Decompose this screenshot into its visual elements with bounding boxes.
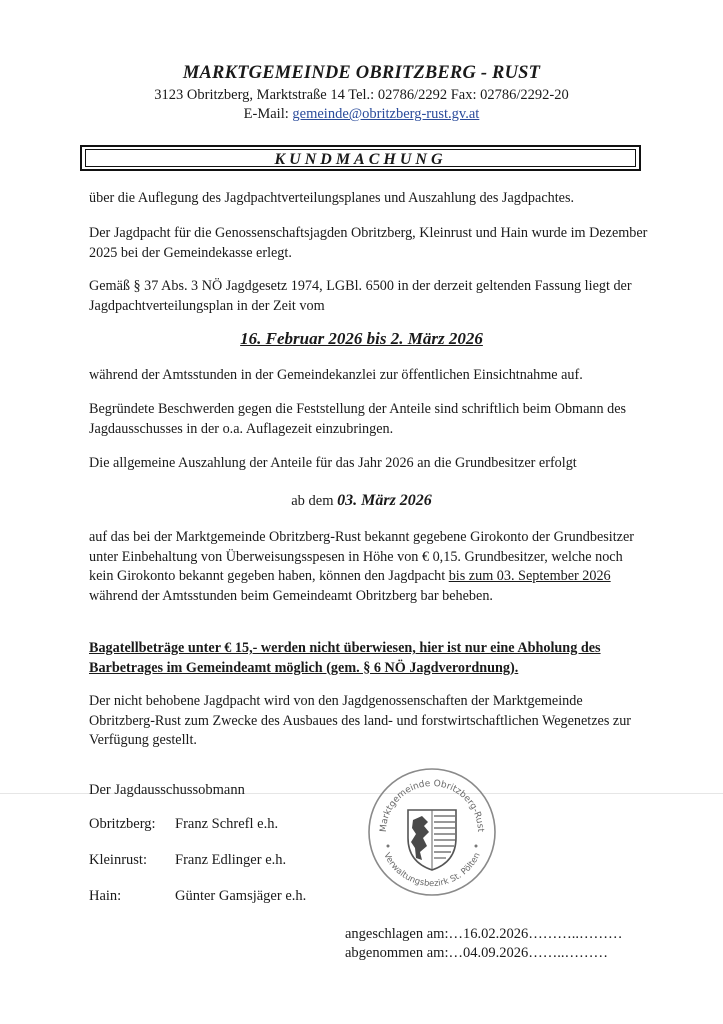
payment-paragraph: Der Jagdpacht für die Genossenschaftsjagden Obritzberg, Kleinrust und Hain wurde im Dezember 2025 bei der Gemeindekasse erlegt. <box>89 225 648 261</box>
coat-of-arms-icon <box>408 810 456 870</box>
bank-text-part1: auf das bei der Marktgemeinde Obritzberg-Rust bekannt gegebene Girokonto der Grundbesitzer unter Einbehaltung von Überweisungsspesen in Höhe von € 0,15. Grundbesitzer, welche noch kein Girokonto bekannt gegeben haben, können den Jagdpacht <box>89 529 634 584</box>
subject-paragraph: über die Auflegung des Jagdpachtverteilungsplanes und Auszahlung des Jagdpachtes. <box>89 190 575 206</box>
signature-place: Obritzberg: <box>89 816 156 832</box>
signature-name: Günter Gamsjäger e.h. <box>175 888 307 904</box>
notice-title-box <box>80 145 641 171</box>
complaints-paragraph: Begründete Beschwerden gegen die Feststellung der Anteile sind schriftlich beim Obmann des Jagdausschusses in der o.a. Auflagezeit einzubringen. <box>89 401 627 437</box>
signature-place: Kleinrust: <box>89 852 147 868</box>
pickup-deadline: bis zum 03. September 2026 <box>448 568 611 584</box>
seal-text-bottom: Verwaltungsbezirk St. Pölten <box>381 851 483 890</box>
removed-date-line: abgenommen am:…04.09.2026……..……… <box>345 945 608 961</box>
bank-text-part2: während der Amtsstunden beim Gemeindeamt Obritzberg bar beheben. <box>89 587 493 604</box>
unclaimed-paragraph: Der nicht behobene Jagdpacht wird von den Jagdgenossenschaften der Marktgemeinde Obritzberg-Rust zum Zwecke des Ausbaues des land- und forstwirtschaftlichen Wegenetzes zur Verfügung gestellt. <box>89 693 632 748</box>
signature-name: Franz Schrefl e.h. <box>175 816 279 832</box>
signature-place: Hain: <box>89 888 122 904</box>
email-link[interactable]: gemeinde@obritzberg-rust.gv.at <box>292 106 480 122</box>
posted-date-line: angeschlagen am:…16.02.2026………..……… <box>345 926 623 942</box>
signature-row <box>89 888 306 905</box>
payout-date-line <box>0 492 723 510</box>
email-label: E-Mail: <box>243 106 293 122</box>
office-hours-paragraph: während der Amtsstunden in der Gemeindekanzlei zur öffentlichen Einsichtnahme auf. <box>89 367 583 383</box>
payout-paragraph: Die allgemeine Auszahlung der Anteile für das Jahr 2026 an die Grundbesitzer erfolgt <box>89 455 577 471</box>
signature-name: Franz Edlinger e.h. <box>175 852 287 868</box>
signature-row <box>89 816 278 833</box>
email-line <box>0 106 723 123</box>
seal-text-top: Marktgemeinde Obritzberg-Rust <box>378 778 486 833</box>
signature-row <box>89 852 286 869</box>
municipality-title: MARKTGEMEINDE OBRITZBERG - RUST <box>182 63 541 83</box>
signature-heading: Der Jagdausschussobmann <box>89 782 245 798</box>
payout-date: 03. März 2026 <box>337 492 432 509</box>
municipal-seal-stamp <box>366 766 498 898</box>
bank-account-paragraph <box>89 528 649 606</box>
inspection-period: 16. Februar 2026 bis 2. März 2026 <box>240 329 483 348</box>
notice-title: KUNDMACHUNG <box>85 149 636 167</box>
small-amounts-notice: Bagatellbeträge unter € 15,- werden nicht überwiesen, hier ist nur eine Abholung des Barbetrages im Gemeindeamt möglich (gem. § 6 NÖ Jagdverordnung). <box>89 640 601 676</box>
address-line: 3123 Obritzberg, Marktstraße 14 Tel.: 02786/2292 Fax: 02786/2292-20 <box>154 87 569 103</box>
payout-date-prefix: ab dem <box>291 493 338 509</box>
legal-basis-paragraph: Gemäß § 37 Abs. 3 NÖ Jagdgesetz 1974, LGBl. 6500 in der derzeit geltenden Fassung liegt der Jagdpachtverteilungsplan in der Zeit vom <box>89 278 632 314</box>
